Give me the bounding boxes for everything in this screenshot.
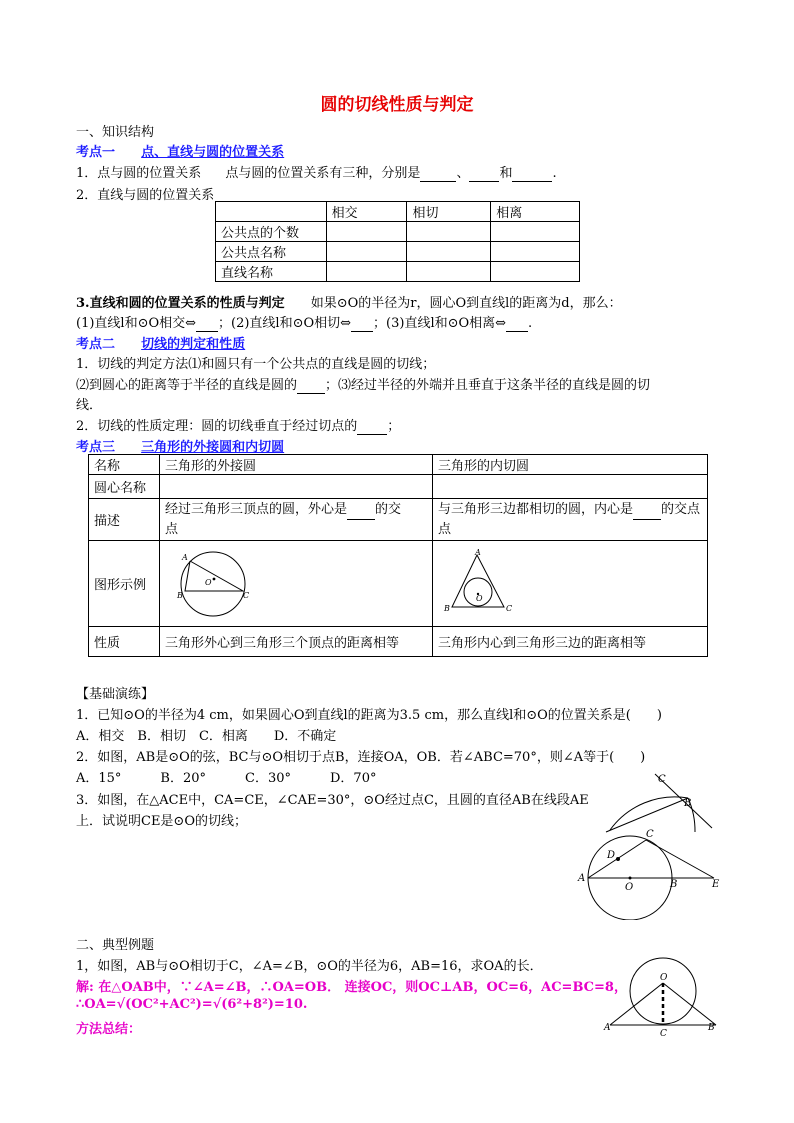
svg-text:A: A [604,1023,611,1033]
page-title: 圆的切线性质与判定 [320,95,474,115]
t1-h3: 相离 [491,202,580,222]
svg-text:A: A [182,552,188,562]
line-3 [76,292,622,311]
svg-text:D: D [607,850,616,861]
svg-text:O: O [205,577,212,587]
blank [469,166,499,182]
svg-text:C: C [658,774,666,785]
blank [420,166,456,182]
q3-line-a: 3．如图，在△ACE中，CA=CE，∠CAE=30°，⊙O经过点C，且圆的直径AB在线段AE [76,793,589,808]
l3b: 如果⊙O的半径为r，圆心O到直线l的距离为d，那么： [310,296,622,311]
k2-line-d: 线． [76,398,103,413]
l3c: (1)直线l和⊙O相交⇔ [76,316,197,331]
key-point-2 [76,333,245,352]
key-point-3 [76,436,284,455]
k2-line-a: 1．切线的判定方法⑴和圆只有一个公共点的直线是圆的切线； [76,357,436,372]
svg-text:B: B [684,798,692,809]
svg-text:O: O [476,593,483,603]
k2-line-e [76,415,400,435]
example-figure [600,950,725,1040]
t1-h1: 相交 [326,202,407,222]
blank [512,166,552,182]
line-circle-table [215,201,580,282]
t1-r0: 公共点的个数 [216,222,327,242]
solution-line-2: ∴OA=√(OC²+AC²)=√(6²+8²)=10. [76,997,308,1012]
k2c: ；⑶经过半径的外端并且垂直于这条半径的直线是圆的切 [325,378,651,393]
section-heading-2: 二、典型例题 [76,938,155,953]
kp2-name: 切线的判定和性质 [141,337,246,352]
svg-text:C: C [660,1029,667,1039]
t2-h2: 三角形的内切圆 [433,455,708,475]
svg-text:B: B [444,603,450,613]
t2-r1: 圆心名称 [89,475,160,499]
t2-r4a: 三角形外心到三角形三个顶点的距离相等 [160,627,433,657]
t1-h0 [216,202,327,222]
key-point-1 [76,141,284,160]
t2-r3: 图形示例 [89,541,160,627]
svg-text:A: A [578,873,586,884]
l3d: ；(2)直线l和⊙O相切⇔ [218,316,352,331]
circumcircle-figure [160,541,433,627]
svg-text:A: A [475,548,481,557]
q3-figure [574,825,724,920]
q1: 1．已知⊙O的半径为4 cm，如果圆心O到直线l的距离为3.5 cm，那么直线l和⊙O的位置关系是( ) [76,708,662,723]
line-1-2: 2．直线与圆的位置关系 [76,188,215,203]
t2-h0: 名称 [89,455,160,475]
l1c: 、 [456,166,470,181]
t1-h2: 相切 [407,202,491,222]
kp1-name: 点、直线与圆的位置关系 [141,145,285,160]
l3e: ；(3)直线l和⊙O相离⇔ [373,316,507,331]
l3f: . [528,316,533,331]
svg-text:B: B [670,879,678,890]
line-3-cases [76,312,532,332]
basic-heading: 【基础演练】 [76,687,155,702]
section-heading-1: 一、知识结构 [76,125,155,140]
solution-line-1: 解: 在△OAB中，∵∠A=∠B，∴OA=OB． 连接OC，则OC⊥AB，OC=6，AC=BC=8， [76,980,627,995]
k2-line-b [76,374,650,394]
kp3-tag: 考点三 [76,440,116,455]
k2f: ； [387,419,401,434]
t2-r4: 性质 [89,627,160,657]
t2-r2-b: 与三角形三边都相切的圆，内心是 的交点 点 [433,499,708,541]
l1b: 点与圆的位置关系有三种，分别是 [225,166,421,181]
method-summary: 方法总结： [76,1022,142,1037]
line-1-1 [76,162,557,182]
svg-text:C: C [506,603,513,613]
t2-r4b: 三角形内心到三角形三边的距离相等 [433,627,708,657]
q2: 2．如图，AB是⊙O的弦，BC与⊙O相切于点B，连接OA，OB．若∠ABC=70°，则∠A等于( ) [76,750,646,765]
kp1-tag: 考点一 [76,145,116,160]
kp3-name: 三角形的外接圆和内切圆 [141,440,285,455]
l1e: . [552,166,557,181]
incircle-figure [433,541,708,627]
t1-r2: 直线名称 [216,262,327,282]
q1-options: A．相交 B．相切 C．相离 D．不确定 [76,729,337,744]
svg-text:O: O [660,973,668,983]
svg-text:B: B [177,590,183,600]
svg-text:C: C [243,590,250,600]
k2e: 2．切线的性质定理：圆的切线垂直于经过切点的 [76,419,358,434]
t1-r1: 公共点名称 [216,242,327,262]
svg-text:E: E [712,879,720,890]
l3a: 3.直线和圆的位置关系的性质与判定 [76,296,285,311]
kp2-tag: 考点二 [76,337,116,352]
t2-r2-a: 经过三角形三顶点的圆，外心是 的交 点 [160,499,433,541]
q2-options: A．15° B．20° C．30° D．70° [76,771,377,786]
t2-r2: 描述 [89,499,160,541]
t2-h1: 三角形的外接圆 [160,455,433,475]
l1d: 和 [499,166,513,181]
svg-text:B: B [708,1023,715,1033]
k2b: ⑵到圆心的距离等于半径的直线是圆的 [76,378,298,393]
svg-text:O: O [625,882,634,893]
example-1: 1，如图，AB与⊙O相切于C，∠A=∠B，⊙O的半径为6，AB=16，求OA的长． [76,959,543,974]
l1a: 1．点与圆的位置关系 [76,166,202,181]
triangle-circle-table [88,454,708,657]
q3-line-b: 上．试说明CE是⊙O的切线； [76,814,247,829]
svg-text:C: C [646,829,654,840]
